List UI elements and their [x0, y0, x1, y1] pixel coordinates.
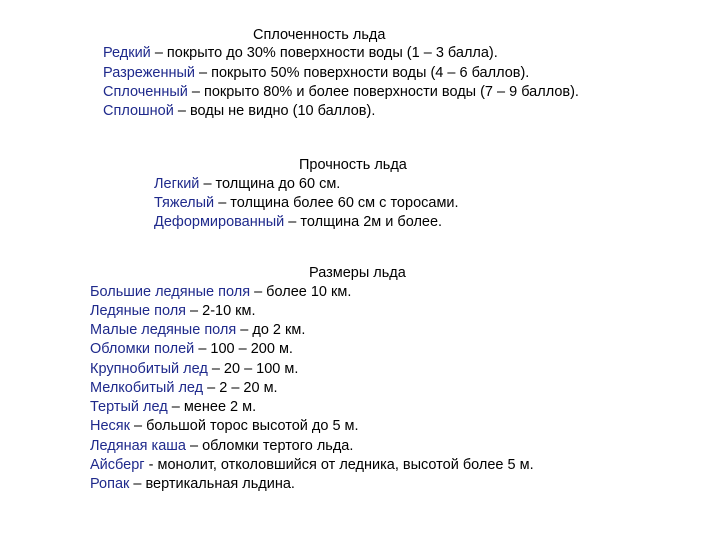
item-term: Ледяные поля	[90, 303, 187, 319]
item-term: Крупнобитый лед	[90, 361, 208, 377]
item-description: – обломки тертого льда.	[185, 438, 354, 454]
item-description: – более 10 км.	[250, 284, 352, 300]
section-title: Размеры льда	[309, 265, 406, 281]
item-term: Легкий	[154, 176, 200, 192]
item-description: – покрыто 80% и более поверхности воды (7 – 9 баллов).	[187, 84, 579, 100]
item-description: – воды не видно (10 баллов).	[173, 103, 376, 119]
item-term: Сплоченный	[103, 84, 188, 100]
item-term: Мелкобитый лед	[90, 380, 204, 396]
item-description: – 20 – 100 м.	[207, 361, 299, 377]
item-description: – покрыто до 30% поверхности воды (1 – 3 балла).	[150, 45, 498, 61]
item-description: – вертикальная льдина.	[129, 476, 295, 492]
item-description: – толщина до 60 см.	[199, 176, 341, 192]
item-description: – большой торос высотой до 5 м.	[129, 418, 359, 434]
item-term: Несяк	[90, 418, 130, 434]
item-term: Малые ледяные поля	[90, 322, 237, 338]
item-term: Айсберг	[90, 457, 145, 473]
item-term: Деформированный	[154, 214, 285, 230]
item-term: Сплошной	[103, 103, 174, 119]
item-description: - монолит, отколовшийся от ледника, высотой более 5 м.	[144, 457, 534, 473]
item-description: – 2-10 км.	[186, 303, 256, 319]
item-term: Большие ледяные поля	[90, 284, 251, 300]
item-term: Тяжелый	[154, 195, 215, 211]
item-description: – толщина 2м и более.	[284, 214, 443, 230]
item-description: – 2 – 20 м.	[203, 380, 278, 396]
item-description: – покрыто 50% поверхности воды (4 – 6 баллов).	[195, 65, 530, 81]
item-term: Редкий	[103, 45, 151, 61]
item-description: – менее 2 м.	[167, 399, 257, 415]
item-description: – толщина более 60 см с торосами.	[214, 195, 459, 211]
item-term: Ледяная каша	[90, 438, 186, 454]
section-title: Сплоченность льда	[253, 27, 386, 43]
item-term: Тертый лед	[90, 399, 168, 415]
item-term: Обломки полей	[90, 341, 195, 357]
item-description: – до 2 км.	[236, 322, 306, 338]
section-title: Прочность льда	[299, 157, 407, 173]
item-description: – 100 – 200 м.	[194, 341, 293, 357]
item-term: Ропак	[90, 476, 130, 492]
item-term: Разреженный	[103, 65, 196, 81]
